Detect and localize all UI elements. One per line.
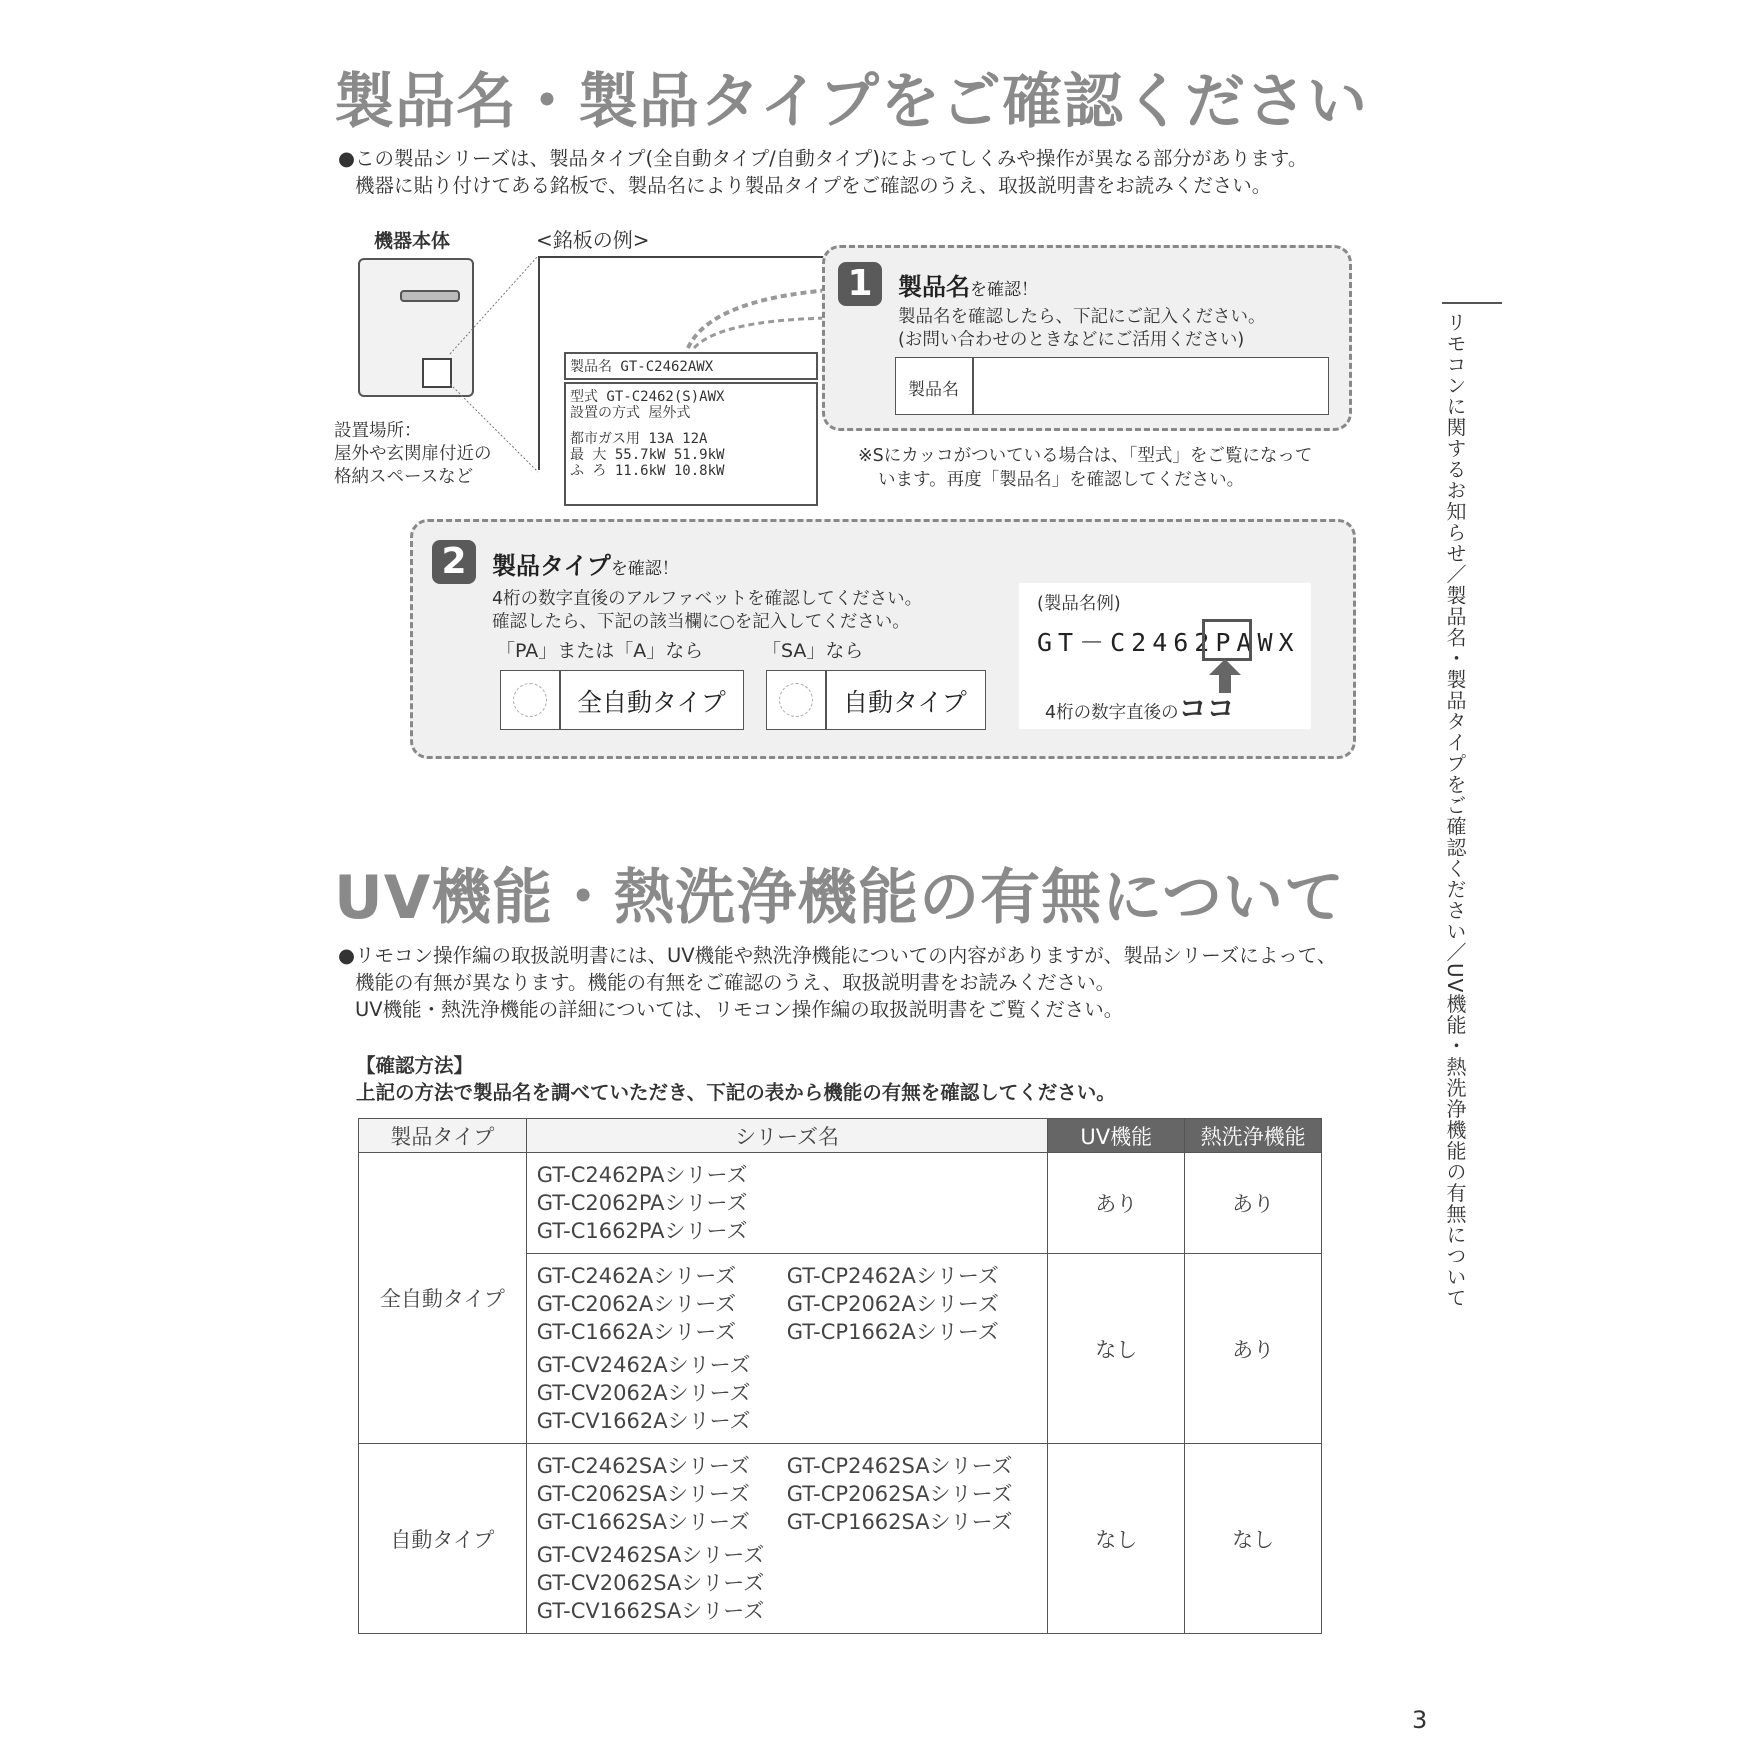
series-name: GT-C2062SAシリーズ	[536, 1482, 750, 1506]
product-name-field[interactable]	[895, 357, 1329, 415]
plate-name-row: 製品名 GT-C2462AWX	[570, 359, 714, 375]
page-number: 3	[1412, 1706, 1428, 1734]
series-name: GT-CP2462SAシリーズ	[786, 1454, 1013, 1478]
series-name: GT-C2462PAシリーズ	[536, 1163, 748, 1187]
series-column	[537, 1541, 1038, 1625]
install-location-line3: 格納スペースなど	[334, 467, 474, 487]
series-name: GT-CP2062Aシリーズ	[786, 1292, 999, 1316]
series-name: GT-C1662PAシリーズ	[536, 1219, 748, 1243]
series-cell	[526, 1153, 1048, 1254]
heat-clean-cell: なし	[1185, 1444, 1322, 1634]
step1-title-main: 製品名	[898, 273, 970, 301]
table-row	[359, 1153, 1322, 1254]
auto-type-label: 自動タイプ	[843, 688, 967, 717]
header-series-name: シリーズ名	[526, 1119, 1048, 1153]
install-location-line1: 設置場所：	[334, 421, 422, 441]
step2-instructions	[492, 588, 922, 634]
series-cell	[526, 1444, 1048, 1634]
type-divider	[559, 671, 561, 729]
step2-number: 2	[432, 540, 476, 584]
plate-label: <銘板の例>	[536, 228, 650, 252]
dashed-circle-icon	[779, 683, 813, 717]
section1-line1: この製品シリーズは、製品タイプ(全自動タイプ/自動タイプ)によってしくみや操作が異なる部分があります。	[355, 147, 1308, 170]
auto-type-cell: 自動タイプ	[359, 1444, 527, 1634]
bullet-icon: ●	[338, 944, 356, 967]
example-code	[1037, 623, 1300, 659]
table-header-row	[359, 1119, 1322, 1153]
series-name: GT-CV2062Aシリーズ	[536, 1381, 751, 1405]
section2-line3: UV機能・熱洗浄機能の詳細については、リモコン操作編の取扱説明書をご覧ください。	[355, 998, 1124, 1021]
series-column	[537, 1452, 787, 1536]
example-prefix: GT－C2462	[1037, 628, 1216, 657]
field-divider	[972, 358, 974, 414]
series-cell	[526, 1254, 1048, 1444]
bullet-icon: ●	[338, 147, 356, 170]
section2-intro	[338, 942, 1336, 1023]
section1-line2: 機器に貼り付けてある銘板で、製品名により製品タイプをご確認のうえ、取扱説明書をお読みください。	[355, 174, 1272, 197]
step2-title	[492, 546, 679, 581]
heat-clean-cell: あり	[1185, 1254, 1322, 1444]
step1-title-suffix: を確認！	[970, 280, 1038, 300]
method-title: 【確認方法】	[356, 1054, 474, 1077]
series-name: GT-CP2462Aシリーズ	[786, 1264, 999, 1288]
header-product-type: 製品タイプ	[359, 1119, 527, 1153]
series-column	[787, 1262, 999, 1346]
section2-line2: 機能の有無が異なります。機能の有無をご確認のうえ、取扱説明書をお読みください。	[355, 971, 1116, 994]
option2-caption: 「SA」なら	[762, 640, 864, 662]
highlight-frame	[1202, 619, 1252, 661]
section1-heading: 製品名・製品タイプをご確認ください	[334, 67, 1368, 137]
section2-heading: UV機能・熱洗浄機能の有無について	[334, 863, 1345, 933]
series-name: GT-CV2462Aシリーズ	[536, 1353, 751, 1377]
series-column	[787, 1452, 1013, 1536]
example-caption: (製品名例)	[1037, 594, 1121, 614]
example-note-text: 4桁の数字直後の	[1045, 703, 1179, 723]
method-block	[356, 1052, 1116, 1106]
header-uv: UV機能	[1048, 1119, 1185, 1153]
series-name: GT-C2462SAシリーズ	[536, 1454, 750, 1478]
example-suffix: WX	[1257, 628, 1300, 657]
series-name: GT-C1662SAシリーズ	[536, 1510, 750, 1534]
plate-to-step1-arrow	[680, 270, 840, 350]
plate-furo-row: ふ ろ 11.6kW 10.8kW	[570, 463, 725, 479]
step1-note-line1: ※Sにカッコがついている場合は、「型式」をご覧になって	[858, 446, 1313, 466]
step2-title-main: 製品タイプ	[492, 552, 611, 580]
plate-model-row: 型式 GT-C2462(S)AWX	[570, 389, 725, 405]
header-heat-clean: 熱洗浄機能	[1185, 1119, 1322, 1153]
series-name: GT-C1662Aシリーズ	[536, 1320, 737, 1344]
series-name: GT-CP1662SAシリーズ	[786, 1510, 1013, 1534]
plate-max-row: 最 大 55.7kW 51.9kW	[570, 447, 725, 463]
example-note	[1045, 692, 1235, 725]
full-auto-type-label: 全自動タイプ	[577, 688, 726, 717]
step2-title-suffix: を確認！	[610, 559, 679, 579]
dashed-circle-icon	[513, 683, 547, 717]
series-name: GT-CP2062SAシリーズ	[786, 1482, 1013, 1506]
uv-cell: なし	[1048, 1254, 1185, 1444]
step2-line2: 確認したら、下記の該当欄に○を記入してください。	[492, 612, 910, 632]
step1-note	[858, 444, 1312, 492]
series-name: GT-CV2462SAシリーズ	[536, 1543, 765, 1567]
install-location-line2: 屋外や玄関扉付近の	[334, 444, 492, 464]
full-auto-type-cell: 全自動タイプ	[359, 1153, 527, 1444]
step1-line1: 製品名を確認したら、下記にご記入ください。	[898, 307, 1266, 327]
series-column	[537, 1262, 787, 1346]
series-name: GT-CV2062SAシリーズ	[536, 1571, 765, 1595]
step1-note-line2: います。再度「製品名」を確認してください。	[878, 470, 1245, 490]
function-table	[358, 1118, 1322, 1634]
section1-intro	[338, 145, 1307, 199]
uv-cell: なし	[1048, 1444, 1185, 1634]
product-name-field-label: 製品名	[908, 380, 959, 400]
up-arrow-icon	[1207, 659, 1243, 693]
product-name-example	[1019, 583, 1311, 729]
heat-clean-cell: あり	[1185, 1153, 1322, 1254]
example-note-big: ココ	[1178, 692, 1235, 725]
series-name: GT-CP1662Aシリーズ	[786, 1320, 999, 1344]
plate-gas-row: 都市ガス用 13A 12A	[570, 431, 708, 447]
side-tab-label: リモコンに関するお知らせ／製品名・製品タイプをご確認ください／UV機能・熱洗浄機能の有無について	[1443, 312, 1467, 1309]
table-row	[359, 1444, 1322, 1634]
series-name: GT-C2462Aシリーズ	[536, 1264, 737, 1288]
option1-caption: 「PA」または「A」なら	[496, 640, 704, 662]
uv-cell: あり	[1048, 1153, 1185, 1254]
series-column	[537, 1351, 1038, 1435]
step1-number: 1	[838, 262, 882, 306]
plate-install-row: 設置の方式 屋外式	[570, 405, 691, 421]
series-column	[537, 1161, 787, 1245]
step2-line1: 4桁の数字直後のアルファベットを確認してください。	[492, 589, 923, 609]
full-auto-type-checkbox[interactable]	[500, 670, 744, 730]
install-location	[334, 420, 492, 489]
method-text: 上記の方法で製品名を調べていただき、下記の表から機能の有無を確認してください。	[356, 1081, 1116, 1104]
series-name: GT-C2062Aシリーズ	[536, 1292, 737, 1316]
side-tab-rule	[1442, 302, 1502, 304]
step1-instructions	[898, 306, 1266, 352]
section2-line1: リモコン操作編の取扱説明書には、UV機能や熱洗浄機能についての内容がありますが、製品シリーズによって、	[355, 944, 1337, 967]
step1-line2: (お問い合わせのときなどにご活用ください)	[898, 330, 1245, 350]
unit-label: 機器本体	[374, 230, 451, 252]
series-name: GT-CV1662Aシリーズ	[536, 1409, 751, 1433]
auto-type-checkbox[interactable]	[766, 670, 986, 730]
series-name: GT-CV1662SAシリーズ	[536, 1599, 765, 1623]
step1-title	[898, 267, 1038, 302]
type-divider	[825, 671, 827, 729]
series-name: GT-C2062PAシリーズ	[536, 1191, 748, 1215]
example-highlight: PA	[1215, 628, 1258, 657]
